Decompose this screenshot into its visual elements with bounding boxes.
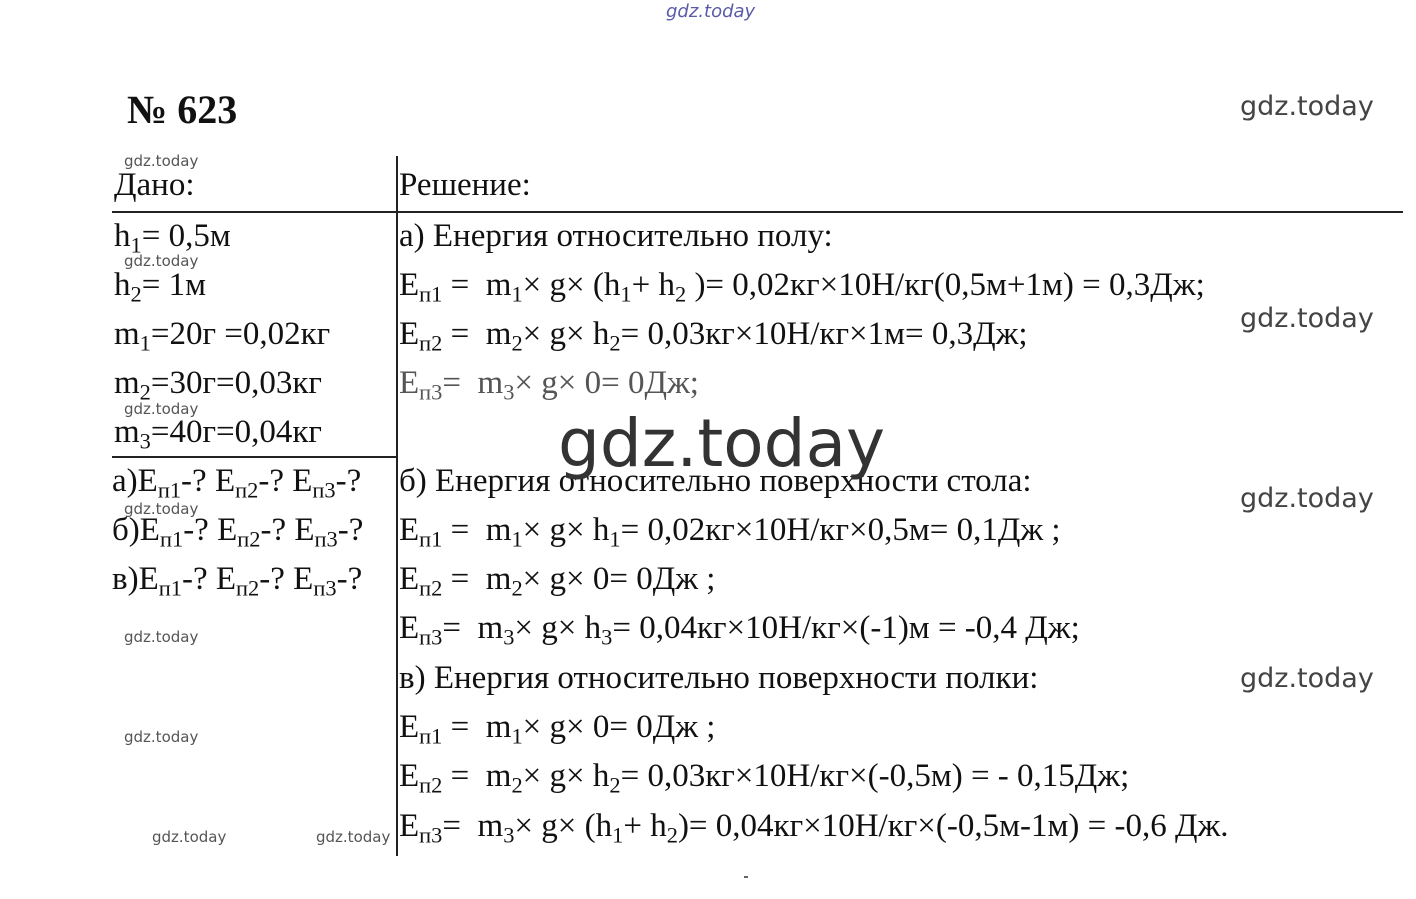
watermark-right: gdz.today [1240, 483, 1374, 514]
given-question-c: $в)Е_{п1}-$? $Е_{п2}-$? $Е_{п3}-$? [112, 561, 363, 601]
solution-c-line-2: $Е_{п2} = m_2\times g\times h_2= 0,03кг\times 10Н/кг\times(-0,5м)$ = - 0,15Дж; [399, 758, 1130, 798]
solution-a-line-1: $Е_{п1} = m_1\times g\times (h_1+ h_2$ )= 0,02кг×10Н/кг(0,5м+1м) = 0,3Дж; [399, 267, 1205, 307]
watermark-right: gdz.today [1240, 663, 1374, 694]
solution-c-title: в) Енергия относительно поверхности полки: [399, 660, 1039, 696]
given-question-b: $б)Е_{п1}-$? $Е_{п2}-$? $Е_{п3}-$? [112, 512, 364, 552]
given-m3: $m_3=40г=0,04кг$ [114, 414, 322, 454]
given-m1: $m_1=20г =0,02кг$ [114, 316, 331, 356]
given-m2: $m_2=30г=0,03кг$ [114, 365, 322, 405]
watermark-left: gdz.today [124, 400, 199, 418]
stray-dot [744, 876, 748, 878]
header-rule [112, 211, 1403, 213]
solution-b-line-3: $Е_{п3}= m_3\times g\times h_3= 0,04кг\times 10Н/кг\times(-1)м = -0,4$ Дж; [399, 610, 1080, 650]
given-header: Дано: [114, 167, 195, 203]
watermark-right: gdz.today [1240, 91, 1374, 122]
given-h1: $h_1= 0,5м$ [114, 218, 231, 258]
given-question-a: $а)Е_{п1}-$? $Е_{п2}-$? $Е_{п3}-$? [112, 463, 362, 503]
solution-c-line-3: $Е_{п3}= m_3\times g\times (h_1+ h_2)= 0,04кг\times 10Н/кг\times(-0,5м-1м) = -0,6$ Дж. [399, 808, 1229, 848]
watermark-left: gdz.today [152, 828, 227, 846]
solution-b-line-2: $Е_{п2} = m_2\times g\times 0= 0Дж$ ; [399, 561, 716, 601]
solution-b-title: б) Енергия относительно поверхности стола: [399, 463, 1032, 499]
watermark-left: gdz.today [124, 252, 199, 270]
watermark-left: gdz.today [316, 828, 391, 846]
watermark-left: gdz.today [124, 500, 199, 518]
watermark-top: gdz.today [666, 1, 756, 22]
solution-b-line-1: $Е_{п1} = m_1\times g\times h_1= 0,02кг\times 10Н/кг\times 0,5м= 0,1Дж$ ; [399, 512, 1061, 552]
given-h2: $h_2= 1м$ [114, 267, 206, 307]
watermark-left: gdz.today [124, 152, 199, 170]
solution-c-line-1: $Е_{п1} = m_1\times g\times 0= 0Дж$ ; [399, 709, 716, 749]
solution-a-title: а) Енергия относительно полу: [399, 218, 833, 254]
solution-header: Решение: [399, 167, 531, 203]
watermark-left: gdz.today [124, 628, 199, 646]
watermark-left: gdz.today [124, 728, 199, 746]
problem-title: № 623 [127, 87, 238, 132]
watermark-right: gdz.today [1240, 303, 1374, 334]
solution-a-line-2: $Е_{п2} = m_2\times g\times h_2= 0,03кг\times 10Н/кг\times 1м= 0,3Дж$; [399, 316, 1028, 356]
column-divider [396, 156, 398, 856]
solution-a-line-3: $Е_{п3}= m_3\times g\times 0= 0Дж$; [399, 365, 699, 405]
given-rule [112, 456, 398, 458]
watermark-big: gdz.today [558, 405, 886, 482]
